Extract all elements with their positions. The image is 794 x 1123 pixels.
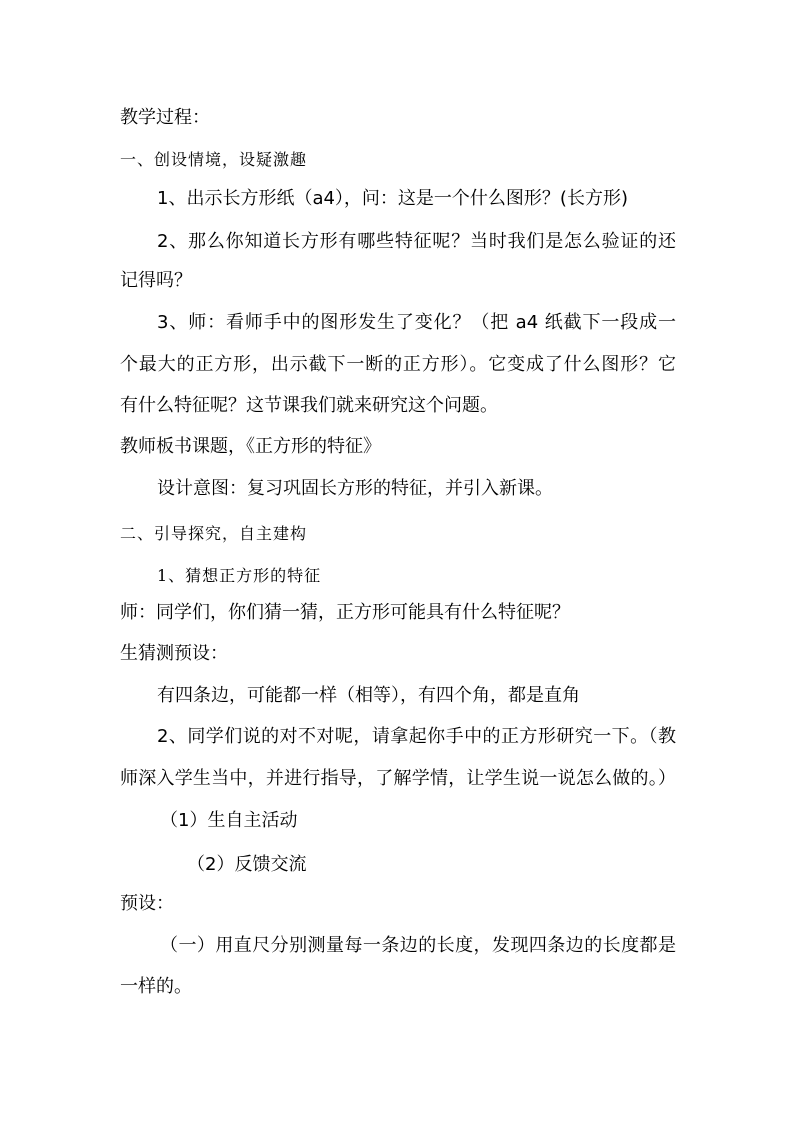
section-heading-1: 一、创设情境，设疑激趣 — [120, 150, 308, 169]
lesson-title-note: 教师板书课题，《正方形的特征》 — [120, 436, 381, 457]
student-preset-answer: 有四条边，可能都一样（相等），有四个角，都是直角 — [157, 685, 580, 706]
paragraph-4-line-1: 2、同学们说的对不对呢，请拿起你手中的正方形研究一下。（教 — [157, 726, 676, 747]
paragraph-3-line-2: 个最大的正方形，出示截下一断的正方形）。它变成了什么图形？它 — [120, 354, 676, 375]
section-heading-2: 二、引导探究，自主建构 — [120, 524, 308, 543]
paragraph-4-line-2: 师深入学生当中，并进行指导，了解学情，让学生说一说怎么做的。） — [120, 768, 676, 789]
paragraph-2-line-2: 记得吗？ — [120, 270, 192, 291]
student-preset-label: 生猜测预设： — [120, 643, 228, 664]
paragraph-3-line-1: 3、师：看师手中的图形发生了变化？（把 a4 纸截下一段成一 — [157, 312, 676, 333]
paragraph-1: 1、出示长方形纸（a4），问：这是一个什么图形？(长方形) — [157, 188, 628, 209]
section-label-process: 教学过程： — [120, 107, 210, 128]
design-intent-1: 设计意图：复习巩固长方形的特征，并引入新课。 — [157, 478, 553, 499]
paragraph-3-line-3: 有什么特征呢？这节课我们就来研究这个问题。 — [120, 395, 498, 416]
subheading-guess: 1、猜想正方形的特征 — [157, 566, 322, 585]
paragraph-2-line-1: 2、那么你知道长方形有哪些特征呢？当时我们是怎么验证的还 — [157, 231, 676, 252]
teacher-question: 师：同学们，你们猜一猜，正方形可能具有什么特征呢？ — [120, 602, 570, 623]
paragraph-5-line-2: 一样的。 — [120, 976, 192, 997]
activity-step-2: （2）反馈交流 — [187, 854, 307, 875]
activity-step-1: （1）生自主活动 — [160, 810, 298, 831]
paragraph-5-line-1: （一）用直尺分别测量每一条边的长度，发现四条边的长度都是 — [160, 935, 676, 956]
preset-label: 预设： — [120, 893, 174, 914]
